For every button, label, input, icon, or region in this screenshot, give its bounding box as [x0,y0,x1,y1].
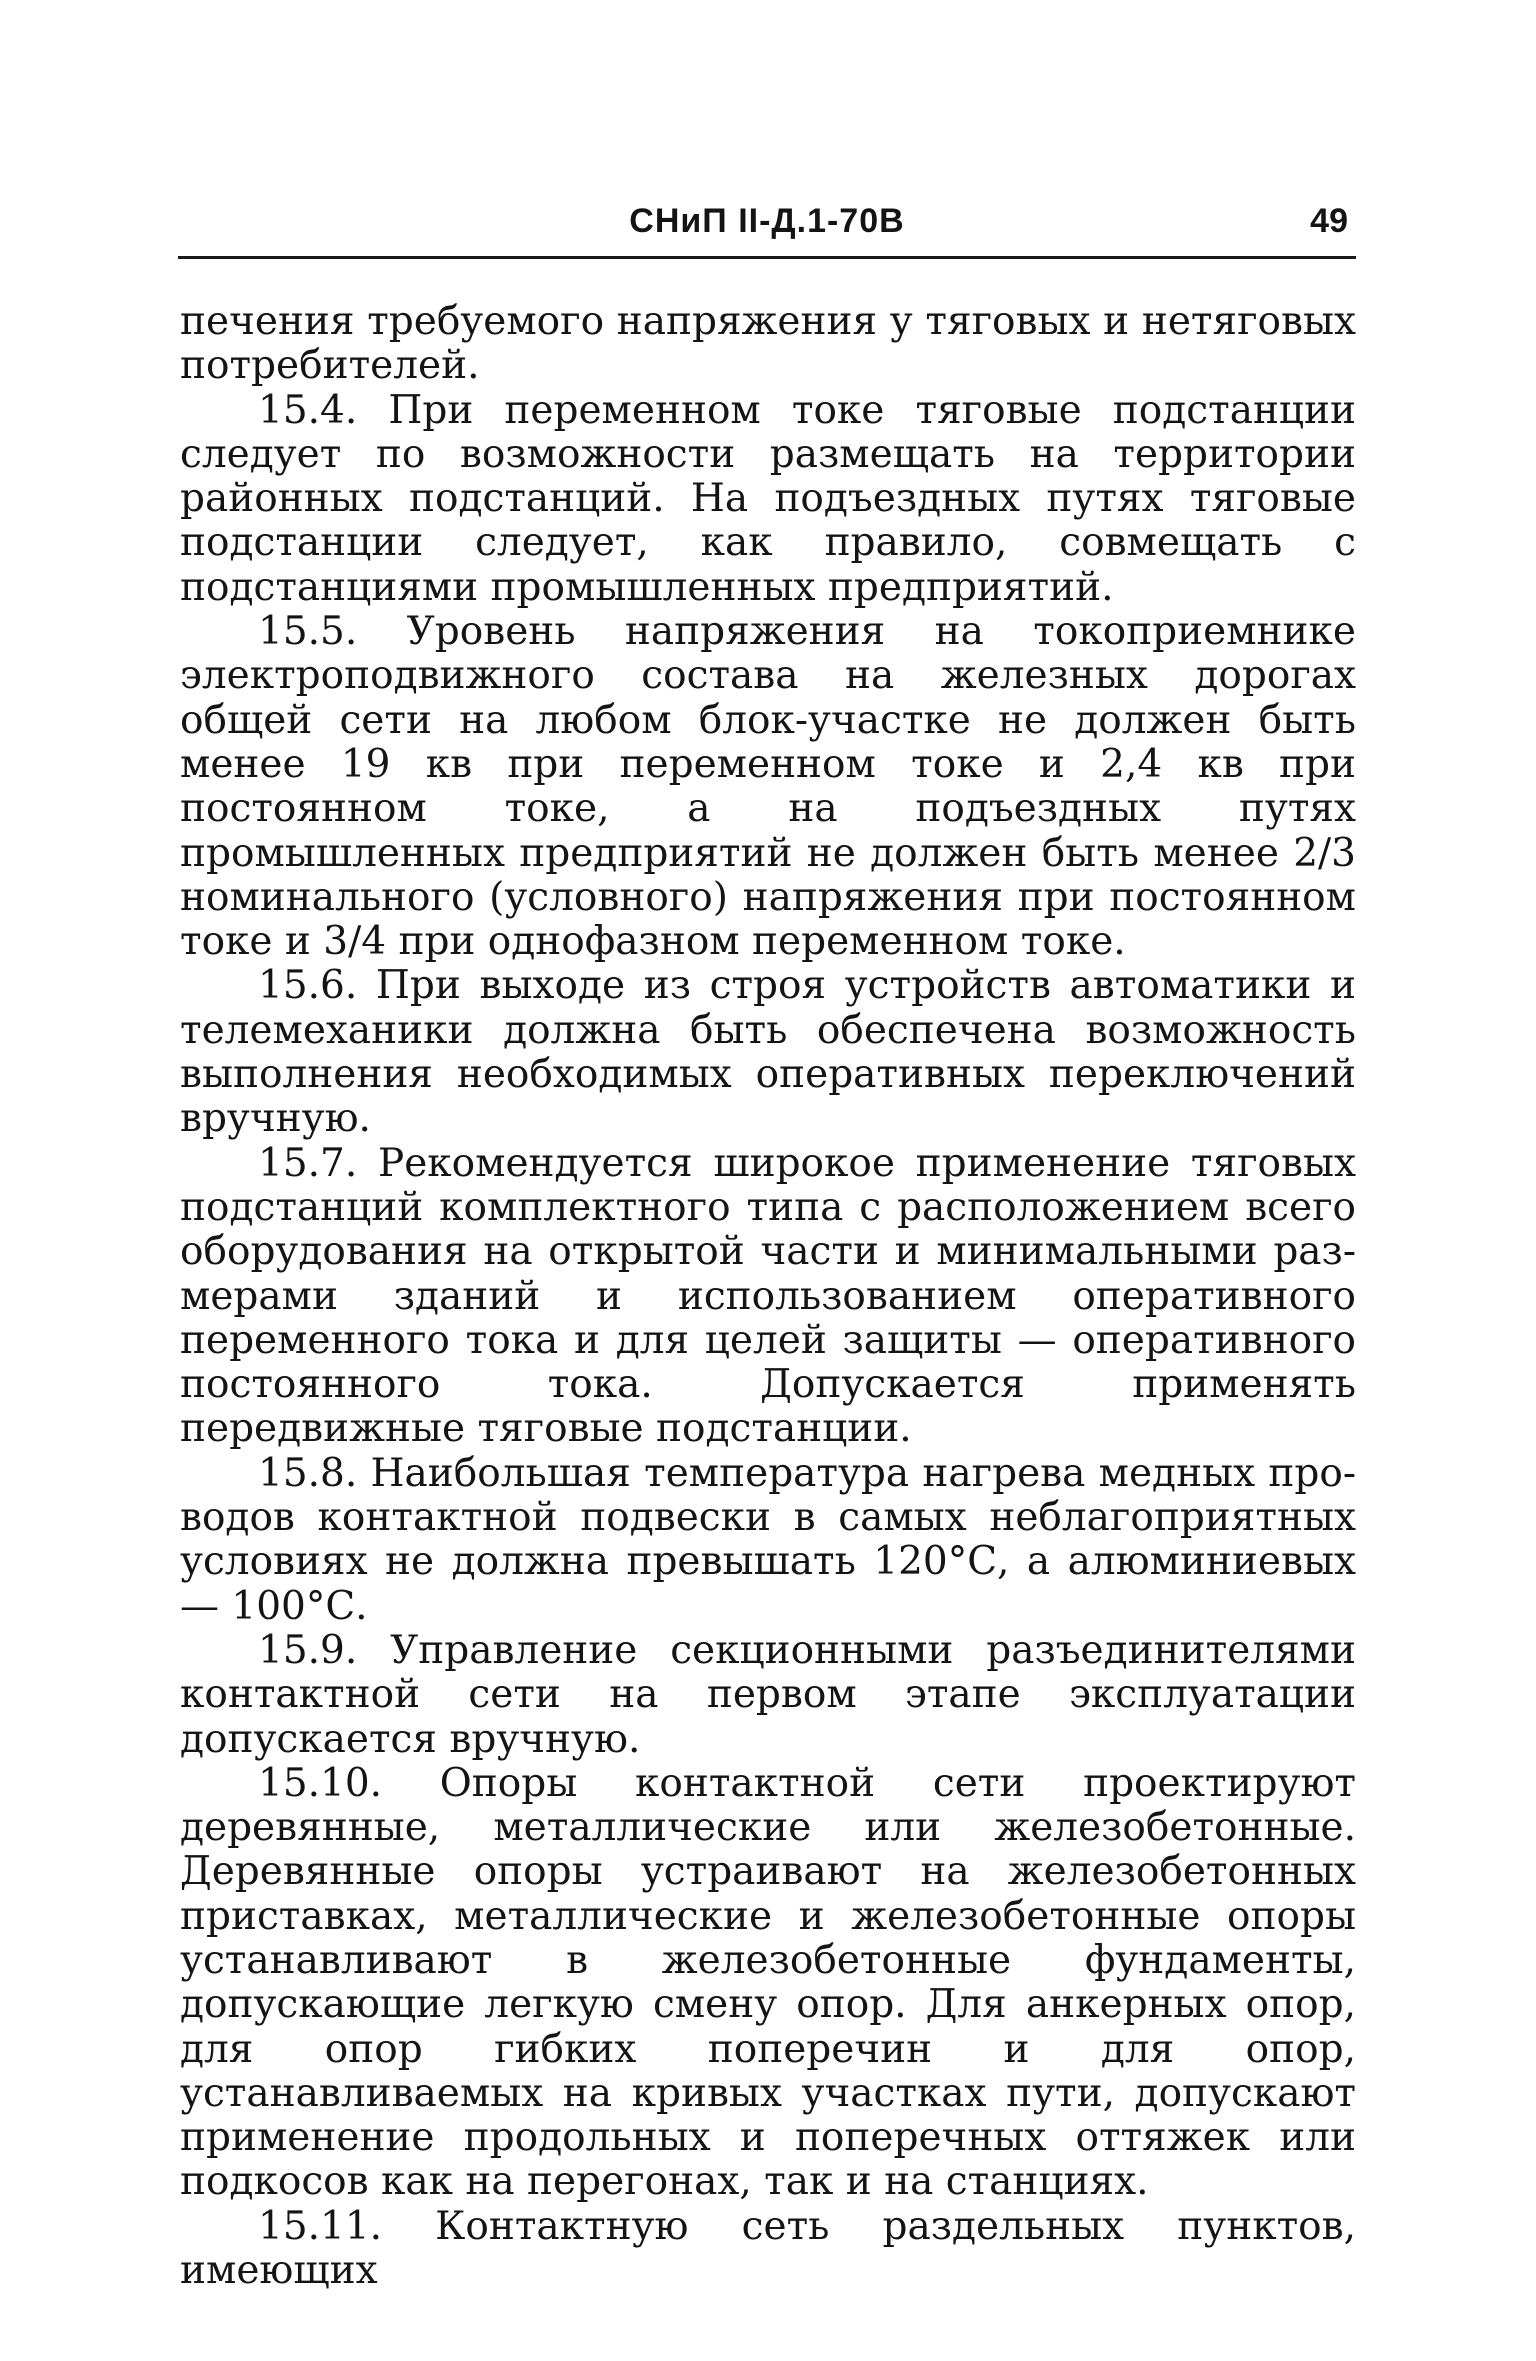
page-header [178,196,1356,259]
page-number: 49 [1310,202,1348,240]
document-code: СНиП II-Д.1-70В [629,202,905,240]
paragraph-continuation: печения требуемого напряжения у тяговых и нетяговых потребителей. [180,299,1356,389]
paragraph-15-5: 15.5. Уровень напряжения на токоприемнике электроподвижного состава на железных дорогах общей сети на любом блок-участке не должен быть менее 19 кв при переменном токе и 2,4 кв при постоянном токе, а на подъездных путях промышленных предприятий не должен быть менее 2/3 номинального (условного) напряжения при постоянном токе и 3/4 при однофазном переменном токе. [180,609,1356,965]
body-text [180,300,1356,2293]
paragraph-15-11: 15.11. Контактную сеть раздельных пунктов, имеющих [180,2203,1356,2294]
paragraph-15-10: 15.10. Опоры контактной сети проектируют деревянные, металлические или железобетонные. Деревянные опоры устраивают на железобетонных приставках, металлические и железобетонные опоры устанавливают в железобетонные фундаменты, допускающие легкую смену опор. Для анкерных опор, для опор гибких поперечин и для опор, устанавливаемых на кривых участках пути, допускают применение продольных и поперечных оттяжек или подкосов как на перегонах, так и на станциях. [180,1760,1356,2205]
paragraph-15-8: 15.8. Наибольшая температура нагрева медных проводов контактной подвески в самых неблагоприятных условиях не должна превышать 120°С, а алюминиевых — 100°С. [180,1450,1356,1629]
paragraph-15-6: 15.6. При выходе из строя устройств автоматики и телемеханики должна быть обеспечена возможность выполнения необходимых оперативных переключений вручную. [180,963,1356,1142]
paragraph-15-7: 15.7. Рекомендуется широкое применение тяговых подстанций комплектного типа с расположением всего оборудования на открытой части и минимальными размерами зданий и использованием оперативного переменного тока и для целей защиты — оперативного постоянного тока. Допускается применять передвижные тяговые подстанции. [180,1140,1356,1452]
paragraph-15-4: 15.4. При переменном токе тяговые подстанции следует по возможности размещать на территории районных подстанций. На подъездных путях тяговые подстанции следует, как правило, совмещать с подстанциями промышленных предприятий. [180,387,1356,610]
paragraph-15-9: 15.9. Управление секционными разъединителями контактной сети на первом этапе эксплуатации допускается вручную. [180,1627,1356,1762]
